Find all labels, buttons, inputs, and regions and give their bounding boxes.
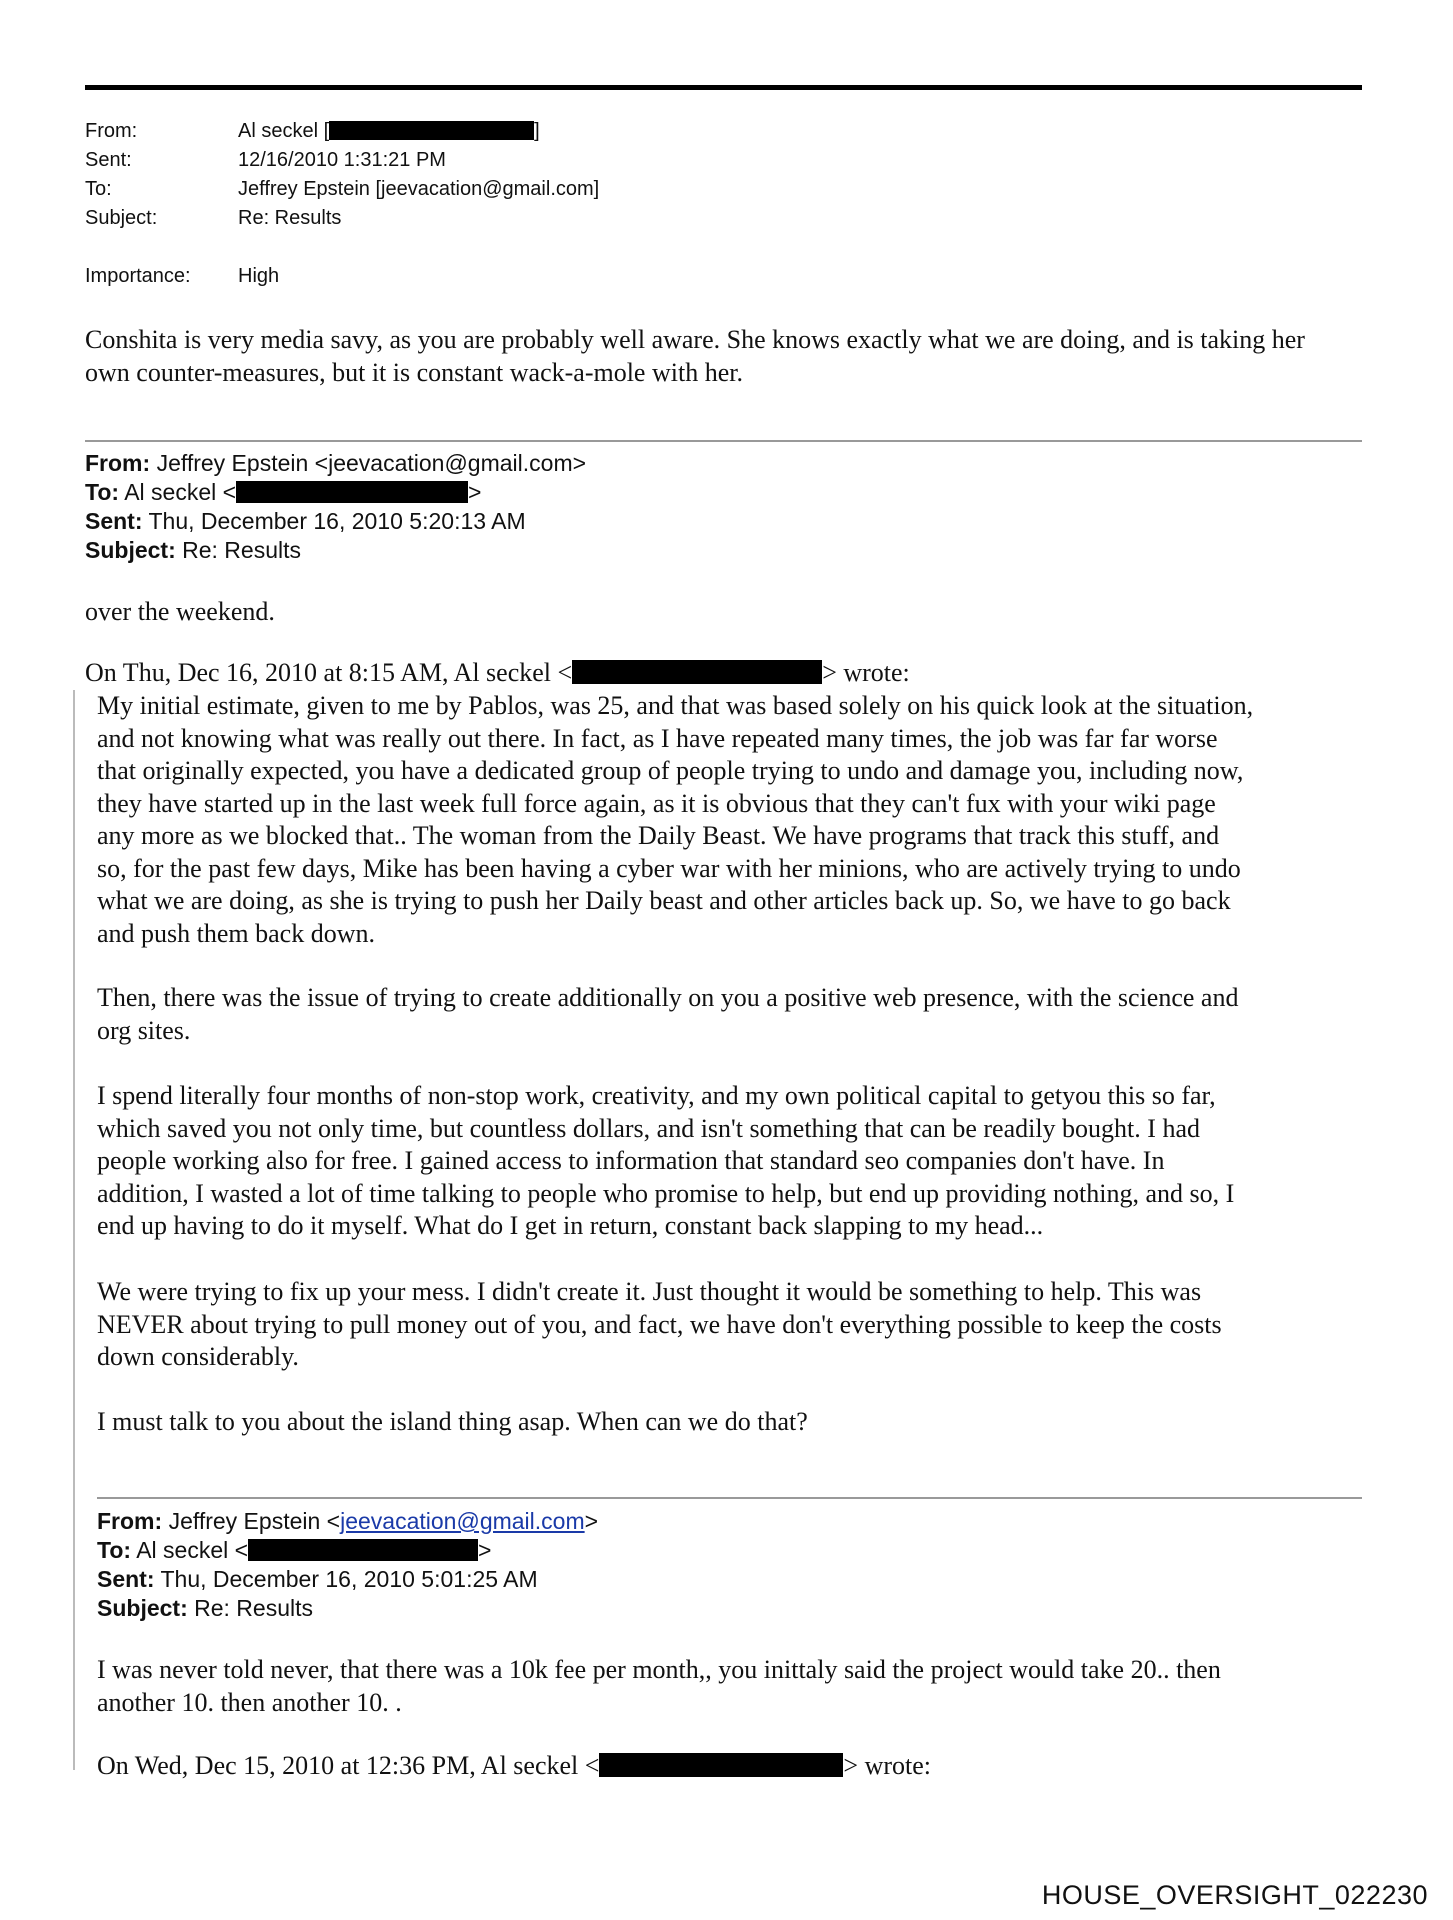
message2-sent-row xyxy=(85,507,526,536)
message3-to-row xyxy=(97,1536,491,1565)
subject-value: Re: Results xyxy=(238,207,342,229)
header-to-row xyxy=(85,175,599,204)
message2-to-prefix: Al seckel < xyxy=(124,479,237,505)
bates-number: HOUSE_OVERSIGHT_022230 xyxy=(1041,1880,1428,1910)
header-subject-row xyxy=(85,204,341,233)
message2-from-label: From: xyxy=(85,450,151,476)
message2-from-row xyxy=(85,449,586,478)
attribution-prefix: On Thu, Dec 16, 2010 at 8:15 AM, Al seckel < xyxy=(85,658,573,687)
message3-sent-value: Thu, December 16, 2010 5:01:25 AM xyxy=(160,1566,538,1592)
top-rule xyxy=(85,85,1362,90)
header-sent-row xyxy=(85,146,446,175)
text-line: We were trying to fix up your mess. I didn't create it. Just thought it would be something to help. This was xyxy=(97,1277,1202,1306)
message2-to-row xyxy=(85,478,481,507)
message2-to-label: To: xyxy=(85,479,120,505)
text-line: org sites. xyxy=(97,1015,191,1045)
message2-subject-value: Re: Results xyxy=(182,537,301,563)
message1-body xyxy=(85,324,1305,389)
subject-label: Subject: xyxy=(85,207,158,229)
text-line: that originally expected, you have a dedicated group of people trying to undo and damage you, including now, xyxy=(97,756,1244,785)
text-line: another 10. then another 10. . xyxy=(97,1687,402,1717)
text-line: addition, I wasted a lot of time talking to people who promise to help, but end up providing nothing, and so, I xyxy=(97,1178,1235,1208)
message3-to-suffix: > xyxy=(478,1537,492,1563)
separator-rule xyxy=(97,1497,1362,1499)
attribution-suffix: > wrote: xyxy=(822,658,910,687)
message2-to-suffix: > xyxy=(468,479,482,505)
from-label: From: xyxy=(85,120,138,142)
redaction-bar xyxy=(572,660,822,684)
message1-line-1: Conshita is very media savy, as you are probably well aware. She knows exactly what we are doing, and is taking her xyxy=(85,325,1305,354)
text-line: I was never told never, that there was a 10k fee per month,, you inittaly said the project would take 20.. then xyxy=(97,1655,1221,1684)
message2-from-value: Jeffrey Epstein <jeevacation@gmail.com> xyxy=(156,450,587,476)
quoted-paragraph-1 xyxy=(97,690,1253,950)
message3-sent-row xyxy=(97,1565,538,1594)
to-value: Jeffrey Epstein [jeevacation@gmail.com] xyxy=(238,178,600,200)
redaction-bar xyxy=(236,481,468,503)
message3-from-label: From: xyxy=(97,1508,163,1534)
message2-subject-row xyxy=(85,536,301,565)
message3-to-prefix: Al seckel < xyxy=(136,1537,249,1563)
message3-subject-label: Subject: xyxy=(97,1595,188,1621)
text-line: My initial estimate, given to me by Pablos, was 25, and that was based solely on his quick look at the situation, xyxy=(97,691,1254,720)
quoted-paragraph-5 xyxy=(97,1406,808,1439)
importance-value: High xyxy=(238,265,280,287)
from-value-prefix: Al seckel [ xyxy=(238,120,330,142)
redaction-bar xyxy=(599,1753,843,1777)
text-line: NEVER about trying to pull money out of you, and fact, we have don't everything possible to keep the costs xyxy=(97,1309,1222,1339)
message2-attribution xyxy=(85,657,910,690)
separator-rule xyxy=(85,440,1362,442)
text-line: people working also for free. I gained access to information that standard seo companies don't have. In xyxy=(97,1146,1165,1175)
message3-from-row xyxy=(97,1507,598,1536)
redaction-bar xyxy=(329,121,534,140)
header-importance-row xyxy=(85,262,279,291)
text-line: and push them back down. xyxy=(97,918,376,948)
message3-email-link[interactable]: jeevacation@gmail.com xyxy=(340,1508,585,1534)
quote-bar xyxy=(73,690,75,1770)
message2-sent-label: Sent: xyxy=(85,508,143,534)
text-line: which saved you not only time, but countless dollars, and isn't something that can be readily bought. I had xyxy=(97,1113,1200,1143)
text-line: down considerably. xyxy=(97,1342,299,1371)
sent-value: 12/16/2010 1:31:21 PM xyxy=(238,149,446,171)
text-line: they have started up in the last week full force again, as it is obvious that they can't fux with your wiki page xyxy=(97,788,1216,818)
message1-line-2: own counter-measures, but it is constant wack-a-mole with her. xyxy=(85,357,743,387)
message3-from-suffix: > xyxy=(584,1508,599,1534)
text-line: what we are doing, as she is trying to push her Daily beast and other articles back up. So, we have to go back xyxy=(97,886,1231,915)
from-value-suffix: ] xyxy=(534,120,540,142)
attribution-prefix: On Wed, Dec 15, 2010 at 12:36 PM, Al seckel < xyxy=(97,1751,600,1780)
quoted-paragraph-4 xyxy=(97,1276,1222,1374)
message3-from-name: Jeffrey Epstein < xyxy=(168,1508,341,1534)
redaction-bar xyxy=(248,1539,478,1561)
message3-to-label: To: xyxy=(97,1537,132,1563)
text-line: end up having to do it myself. What do I get in return, constant back slapping to my head... xyxy=(97,1211,1044,1240)
message3-sent-label: Sent: xyxy=(97,1566,155,1592)
message3-subject-value: Re: Results xyxy=(194,1595,313,1621)
message3-body xyxy=(97,1654,1221,1719)
text-line: Then, there was the issue of trying to create additionally on you a positive web presence, with the science and xyxy=(97,983,1239,1012)
message3-subject-row xyxy=(97,1594,313,1623)
header-from-row xyxy=(85,117,540,146)
text-line: so, for the past few days, Mike has been having a cyber war with her minions, who are actively trying to undo xyxy=(97,853,1241,883)
message2-body: over the weekend. xyxy=(85,597,275,626)
message2-subject-label: Subject: xyxy=(85,537,176,563)
text-line: any more as we blocked that.. The woman from the Daily Beast. We have programs that track this stuff, and xyxy=(97,821,1220,850)
attribution-suffix: > wrote: xyxy=(843,1751,932,1780)
text-line: I must talk to you about the island thing asap. When can we do that? xyxy=(97,1407,808,1436)
message2-sent-value: Thu, December 16, 2010 5:20:13 AM xyxy=(148,508,526,534)
importance-label: Importance: xyxy=(85,265,191,287)
quoted-paragraph-3 xyxy=(97,1080,1234,1243)
to-label: To: xyxy=(85,178,112,200)
message3-attribution xyxy=(97,1750,931,1783)
quoted-paragraph-2 xyxy=(97,982,1238,1047)
text-line: and not knowing what was really out there. In fact, as I have repeated many times, the job was far far worse xyxy=(97,723,1218,753)
sent-label: Sent: xyxy=(85,149,132,171)
text-line: I spend literally four months of non-stop work, creativity, and my own political capital to getyou this so far, xyxy=(97,1081,1216,1110)
